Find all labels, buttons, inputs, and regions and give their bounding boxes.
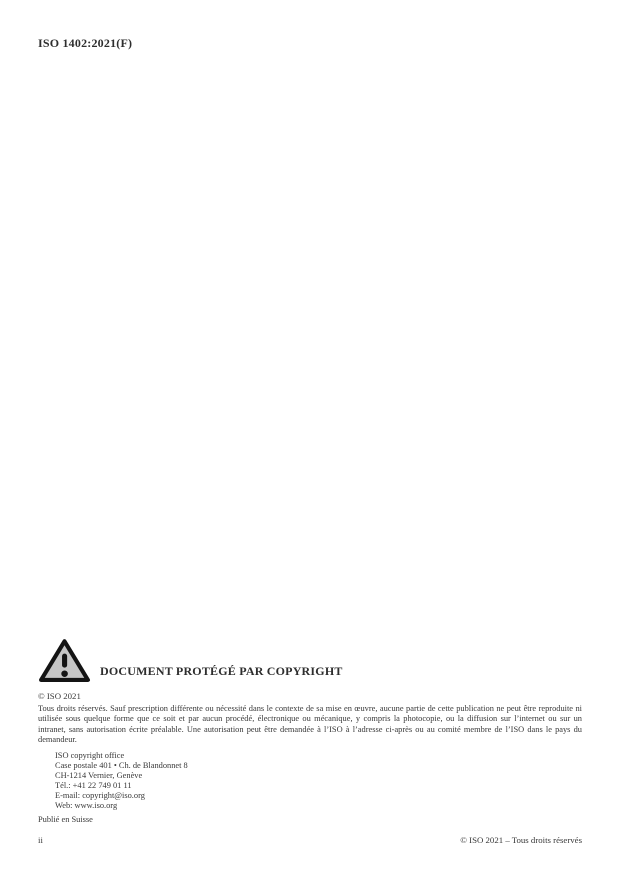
address-line-postal: Case postale 401 • Ch. de Blandonnet 8: [55, 760, 188, 770]
address-line-phone: Tél.: +41 22 749 01 11: [55, 780, 132, 790]
address-line-city: CH-1214 Vernier, Genève: [55, 770, 143, 780]
iso-address-block: [55, 751, 582, 811]
warning-triangle-icon: [38, 638, 91, 684]
footer-rights-notice: © ISO 2021 – Tous droits réservés: [460, 835, 582, 845]
address-line-email: E-mail: copyright@iso.org: [55, 790, 145, 800]
page-number: ii: [38, 835, 43, 845]
copyright-notice: © ISO 2021: [38, 691, 81, 701]
copyright-body-text: Tous droits réservés. Sauf prescription différente ou nécessité dans le contexte de sa mise en œuvre, aucune partie de cette publication ne peut être reproduite ni utilisée sous quelque forme que ce soit et par aucun procédé, électronique ou mécanique, y compris la photocopie, ou la diffusion sur l’internet ou sur un intranet, sans autorisation écrite préalable. Une autorisation peut être demandée à l’ISO à l’adresse ci-après ou au comité membre de l’ISO dans le pays du demandeur.: [38, 704, 582, 745]
published-in-line: Publié en Suisse: [38, 814, 93, 824]
document-reference: ISO 1402:2021(F): [38, 36, 133, 50]
copyright-section: [38, 638, 582, 825]
address-line-website: Web: www.iso.org: [55, 800, 118, 810]
address-line-office: ISO copyright office: [55, 750, 125, 760]
page-footer: [38, 835, 582, 845]
copyright-heading: DOCUMENT PROTÉGÉ PAR COPYRIGHT: [100, 664, 343, 678]
copyright-banner: [38, 638, 582, 684]
